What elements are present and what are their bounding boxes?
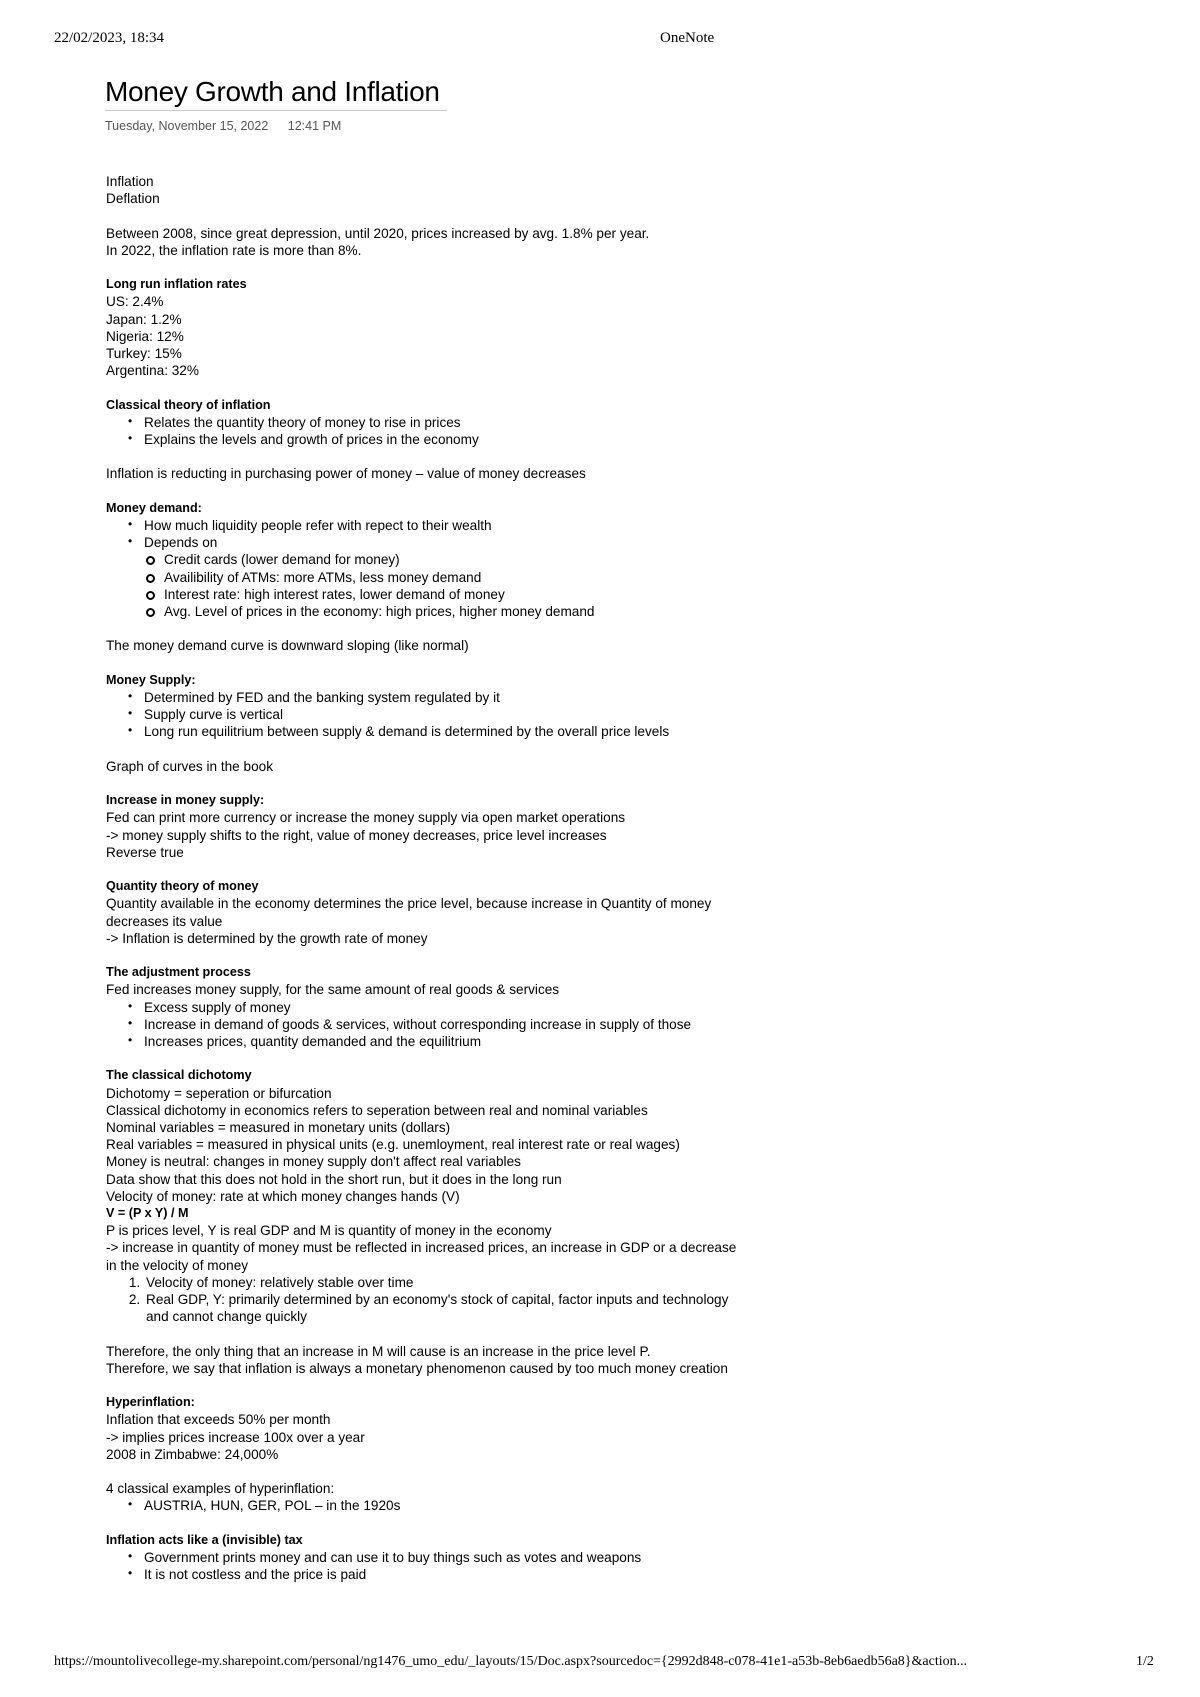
section-heading: Long run inflation rates (106, 277, 247, 292)
numbered-list (106, 1274, 746, 1326)
list-item: • Increase in demand of goods & services, without corresponding increase in supply of those (126, 1016, 746, 1033)
print-datetime: 22/02/2023, 18:34 (54, 30, 165, 46)
bullet-list (106, 689, 746, 741)
page-meta (105, 119, 341, 133)
text-line: Therefore, the only thing that an increase in M will cause is an increase in the price level P. (106, 1343, 651, 1359)
list-item (126, 534, 746, 620)
list-item: Avg. Level of prices in the economy: high prices, higher money demand (144, 603, 746, 620)
list-item-label: Depends on (144, 535, 218, 551)
text-line: Velocity of money: rate at which money changes hands (V) (106, 1188, 460, 1204)
text-line: Turkey: 15% (106, 346, 182, 361)
text-line: Japan: 1.2% (106, 311, 182, 327)
bullet-list (106, 1497, 746, 1514)
section-heading: Hyperinflation: (106, 1395, 195, 1410)
list-item: • Excess supply of money (126, 999, 746, 1016)
bullet-list (106, 999, 746, 1051)
list-item: • Supply curve is vertical (126, 706, 746, 723)
list-item: Interest rate: high interest rates, lower demand of money (144, 586, 746, 603)
list-item: • Explains the levels and growth of prices in the economy (126, 431, 746, 448)
section-heading: The adjustment process (106, 965, 251, 980)
formula: V = (P x Y) / M (106, 1206, 189, 1220)
list-item: • Government prints money and can use it to buy things such as votes and weapons (126, 1549, 746, 1566)
page-number: 1/2 (1136, 1654, 1154, 1669)
section-heading: The classical dichotomy (106, 1068, 252, 1083)
text-line: Nigeria: 12% (106, 328, 184, 344)
text-line: -> increase in quantity of money must be reflected in increased prices, an increase in GDP or a decrease in the velocity of money (106, 1240, 737, 1273)
print-url: https://mountolivecollege-my.sharepoint.com/personal/ng1476_umo_edu/_layouts/15/Doc.aspx?sourcedoc={2992d848-c078-41e1-a53b-8eb6aedb56a8}&action... (54, 1654, 968, 1669)
text-line: Fed can print more currency or increase the money supply via open market operations (106, 810, 626, 826)
section-heading: Money Supply: (106, 672, 196, 687)
text-line: Nominal variables = measured in monetary units (dollars) (106, 1119, 451, 1135)
text-line: The money demand curve is downward sloping (like normal) (106, 638, 469, 654)
page-time: 12:41 PM (287, 119, 342, 133)
text-line: Classical dichotomy in economics refers to seperation between real and nominal variables (106, 1102, 648, 1118)
text-line: Inflation that exceeds 50% per month (106, 1412, 331, 1428)
section-heading: Money demand: (106, 500, 202, 515)
sub-bullet-list (106, 551, 746, 620)
text-line: 2008 in Zimbabwe: 24,000% (106, 1446, 279, 1462)
text-line: -> implies prices increase 100x over a year (106, 1429, 365, 1445)
section-heading: Increase in money supply: (106, 793, 265, 808)
text-line: Fed increases money supply, for the same amount of real goods & services (106, 982, 560, 998)
text-line: Therefore, we say that inflation is always a monetary phenomenon caused by too much money creation (106, 1360, 728, 1376)
list-item: • Determined by FED and the banking system regulated by it (126, 689, 746, 706)
text-line: Inflation is reducting in purchasing power of money – value of money decreases (106, 466, 586, 482)
text-line: Argentina: 32% (106, 363, 199, 379)
list-item: • Increases prices, quantity demanded and the equilitrium (126, 1033, 746, 1050)
list-item: • Relates the quantity theory of money to rise in prices (126, 414, 746, 431)
bullet-list (106, 414, 746, 448)
page-title: Money Growth and Inflation (105, 76, 447, 111)
text-line: P is prices level, Y is real GDP and M is quantity of money in the economy (106, 1223, 552, 1239)
text-line: -> Inflation is determined by the growth rate of money (106, 930, 428, 946)
text-line: Quantity available in the economy determines the price level, because increase in Quantity of money decreases its value (106, 896, 712, 929)
text-line: -> money supply shifts to the right, value of money decreases, price level increases (106, 827, 607, 843)
text-line: Dichotomy = seperation or bifurcation (106, 1085, 332, 1101)
bullet-list (106, 517, 746, 620)
text-line: Deflation (106, 191, 160, 207)
text-line: 4 classical examples of hyperinflation: (106, 1481, 335, 1497)
text-line: In 2022, the inflation rate is more than 8%. (106, 242, 362, 258)
section-heading: Classical theory of inflation (106, 397, 271, 412)
bullet-list (106, 1549, 746, 1583)
list-item: • AUSTRIA, HUN, GER, POL – in the 1920s (126, 1497, 746, 1514)
section-heading: Inflation acts like a (invisible) tax (106, 1532, 303, 1547)
list-item: • Long run equilitrium between supply & demand is determined by the overall price levels (126, 723, 746, 740)
text-line: US: 2.4% (106, 294, 164, 310)
list-item: 2. Real GDP, Y: primarily determined by an economy's stock of capital, factor inputs and technology and cannot change quickly (144, 1291, 746, 1325)
text-line: Reverse true (106, 844, 184, 860)
text-line: Real variables = measured in physical units (e.g. unemloyment, real interest rate or real wages) (106, 1137, 680, 1153)
print-app-name: OneNote (660, 30, 715, 46)
list-item: Availibility of ATMs: more ATMs, less money demand (144, 569, 746, 586)
text-line: Money is neutral: changes in money supply don't affect real variables (106, 1154, 521, 1170)
text-line: Between 2008, since great depression, until 2020, prices increased by avg. 1.8% per year. (106, 225, 650, 241)
list-item: 1. Velocity of money: relatively stable over time (144, 1274, 746, 1291)
section-heading: Quantity theory of money (106, 879, 259, 894)
text-line: Inflation (106, 174, 154, 189)
list-item: • How much liquidity people refer with repect to their wealth (126, 517, 746, 534)
text-line: Graph of curves in the book (106, 758, 273, 774)
list-item: • It is not costless and the price is paid (126, 1566, 746, 1583)
page-date: Tuesday, November 15, 2022 (105, 119, 269, 133)
list-item: Credit cards (lower demand for money) (144, 551, 746, 568)
text-line: Data show that this does not hold in the short run, but it does in the long run (106, 1171, 562, 1187)
note-content (106, 173, 746, 1583)
